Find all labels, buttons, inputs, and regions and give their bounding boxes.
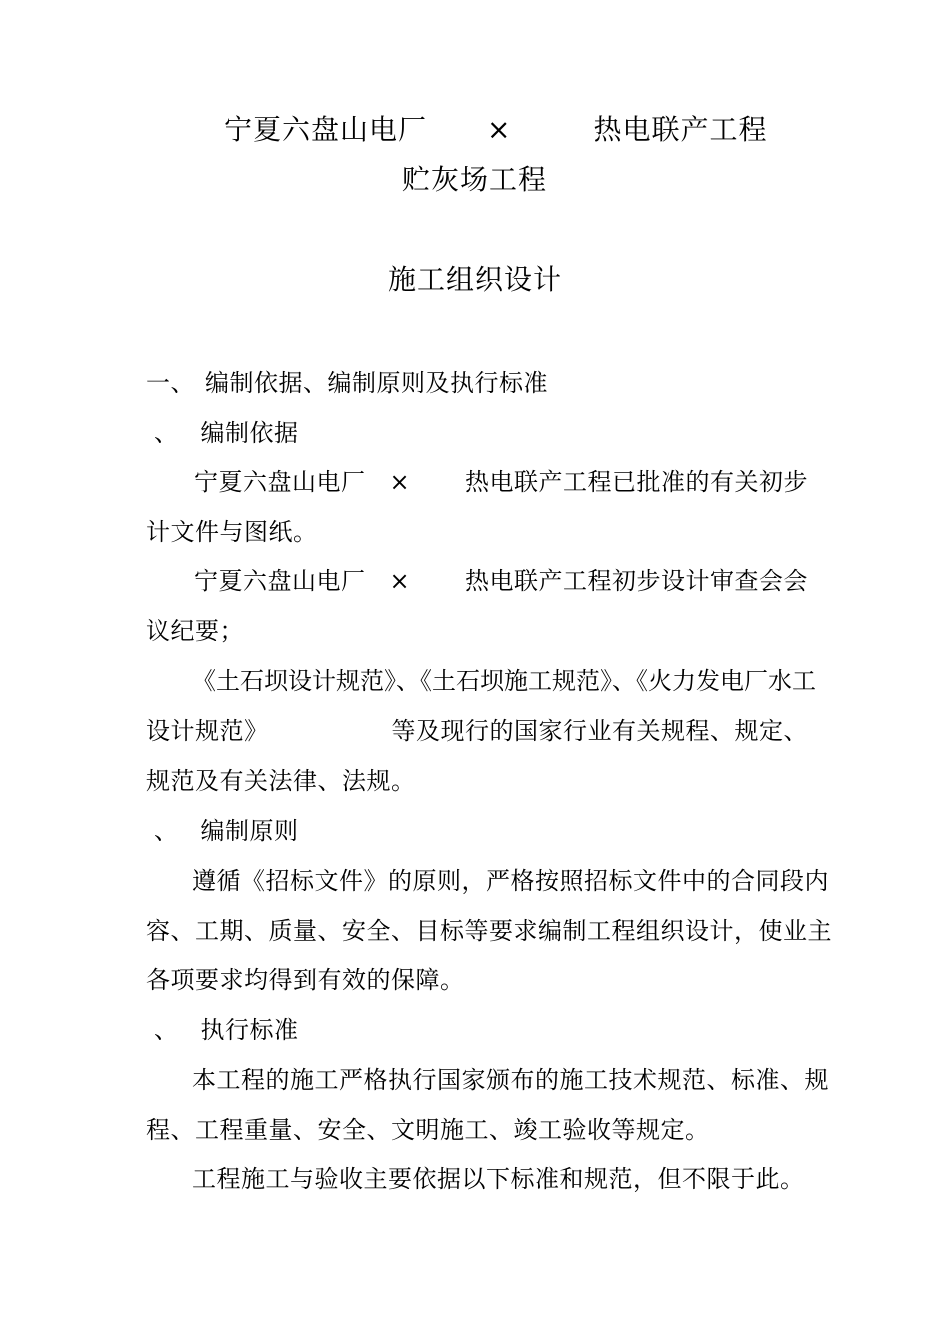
paragraph-line: 议纪要；: [146, 617, 244, 645]
title-line-1: [224, 112, 768, 148]
title-line-2: 贮灰场工程: [402, 163, 548, 196]
title-project-name: 宁夏六盘山电厂: [224, 113, 428, 146]
paragraph-line: [146, 715, 808, 747]
paragraph-line: 本工程的施工严格执行国家颁布的施工技术规范、标准、规: [192, 1066, 829, 1094]
paragraph-line: 容、工期、质量、安全、目标等要求编制工程组织设计，使业主: [146, 917, 832, 945]
paragraph-line: [194, 565, 808, 597]
title-project-type: 热电联产工程: [593, 113, 768, 146]
subsection-number: 、: [154, 1016, 179, 1044]
subsection-title: 执行标准: [200, 1016, 299, 1044]
project-name: 宁夏六盘山电厂: [194, 468, 366, 496]
paragraph-text: 热电联产工程已批准的有关初步: [465, 468, 808, 496]
paragraph-line: [194, 466, 808, 498]
section-title: 编制依据、编制原则及执行标准: [205, 369, 548, 397]
subsection-number: 、: [154, 817, 179, 845]
subsection-title: 编制依据: [200, 419, 299, 447]
subsection-heading-principle: [154, 815, 299, 847]
redacted-mark: ×: [389, 468, 411, 496]
paragraph-line: 《土石坝设计规范》、《土石坝施工规范》、《火力发电厂水工: [192, 667, 816, 695]
paragraph-line: 计文件与图纸。: [146, 518, 318, 546]
project-name: 宁夏六盘山电厂: [194, 567, 366, 595]
paragraph-text: 等及现行的国家行业有关规程、规定、: [391, 717, 808, 745]
redacted-mark: ×: [389, 567, 411, 595]
paragraph-line: 工程施工与验收主要依据以下标准和规范，但不限于此。: [192, 1165, 805, 1193]
subsection-number: 、: [154, 419, 179, 447]
paragraph-line: 规范及有关法律、法规。: [146, 767, 416, 795]
paragraph-text: 设计规范》: [146, 717, 269, 745]
document-title: 施工组织设计: [388, 263, 563, 296]
subsection-title: 编制原则: [200, 817, 299, 845]
section-heading: [146, 367, 548, 399]
title-redacted-mark: ×: [487, 113, 512, 146]
paragraph-line: 遵循《招标文件》的原则，严格按照招标文件中的合同段内: [192, 867, 829, 895]
paragraph-text: 热电联产工程初步设计审查会会: [465, 567, 808, 595]
paragraph-line: 各项要求均得到有效的保障。: [146, 966, 465, 994]
paragraph-line: 程、工程重量、安全、文明施工、竣工验收等规定。: [146, 1116, 710, 1144]
subsection-heading-standards: [154, 1014, 299, 1046]
section-number: 一、: [146, 369, 195, 397]
subsection-heading-basis: [154, 417, 299, 449]
